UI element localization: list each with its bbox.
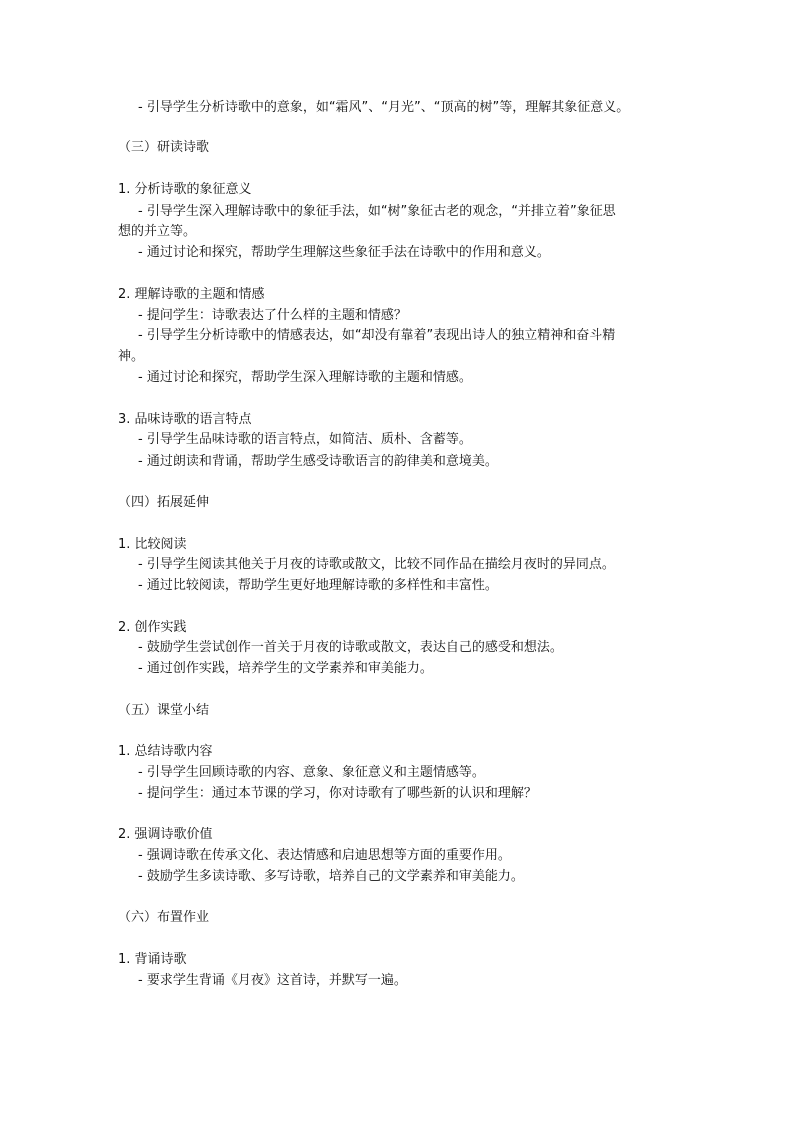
item-line: 神。	[118, 349, 145, 364]
item-title: 2. 强调诗歌价值	[118, 827, 213, 842]
item-line: - 要求学生背诵《月夜》这首诗，并默写一遍。	[138, 973, 407, 988]
item-title: 3. 品味诗歌的语言特点	[118, 412, 252, 427]
item-line: - 强调诗歌在传承文化、表达情感和启迪思想等方面的重要作用。	[138, 848, 511, 863]
item-line: - 引导学生阅读其他关于月夜的诗歌或散文，比较不同作品在描绘月夜时的异同点。	[138, 557, 615, 572]
item-line: - 通过讨论和探究，帮助学生理解这些象征手法在诗歌中的作用和意义。	[138, 245, 550, 260]
item-title: 1. 分析诗歌的象征意义	[118, 182, 252, 197]
item-line: - 鼓励学生尝试创作一首关于月夜的诗歌或散文，表达自己的感受和想法。	[138, 640, 563, 655]
item-title: 2. 创作实践	[118, 620, 187, 635]
item-line: - 鼓励学生多读诗歌、多写诗歌，培养自己的文学素养和审美能力。	[138, 869, 524, 884]
section-heading-3: （三）研读诗歌	[118, 140, 210, 155]
item-title: 1. 背诵诗歌	[118, 952, 187, 967]
item-line: - 引导学生品味诗歌的语言特点，如简洁、质朴、含蓄等。	[138, 432, 472, 447]
item-line: - 通过比较阅读，帮助学生更好地理解诗歌的多样性和丰富性。	[138, 578, 498, 593]
item-line: - 提问学生：诗歌表达了什么样的主题和情感？	[138, 308, 407, 323]
section-heading-4: （四）拓展延伸	[118, 495, 210, 510]
item-line: - 通过讨论和探究，帮助学生深入理解诗歌的主题和情感。	[138, 370, 472, 385]
item-line: - 引导学生分析诗歌中的情感表达，如“却没有靠着”表现出诗人的独立精神和奋斗精	[138, 328, 616, 343]
item-title: 1. 总结诗歌内容	[118, 744, 213, 759]
item-title: 2. 理解诗歌的主题和情感	[118, 287, 265, 302]
section-heading-6: （六）布置作业	[118, 910, 210, 925]
item-line: - 引导学生深入理解诗歌中的象征手法，如“树”象征古老的观念，“并排立着”象征思	[138, 204, 616, 219]
item-line: - 通过朗读和背诵，帮助学生感受诗歌语言的韵律美和意境美。	[138, 454, 498, 469]
item-line: - 引导学生回顾诗歌的内容、意象、象征意义和主题情感等。	[138, 765, 485, 780]
item-line: - 通过创作实践，培养学生的文学素养和审美能力。	[138, 661, 433, 676]
section-heading-5: （五）课堂小结	[118, 703, 210, 718]
item-title: 1. 比较阅读	[118, 537, 187, 552]
item-line: 想的并立等。	[118, 224, 197, 239]
intro-bullet: - 引导学生分析诗歌中的意象，如“霜风”、“月光”、“顶高的树”等，理解其象征意义。	[138, 100, 630, 115]
item-line: - 提问学生：通过本节课的学习，你对诗歌有了哪些新的认识和理解？	[138, 786, 537, 801]
